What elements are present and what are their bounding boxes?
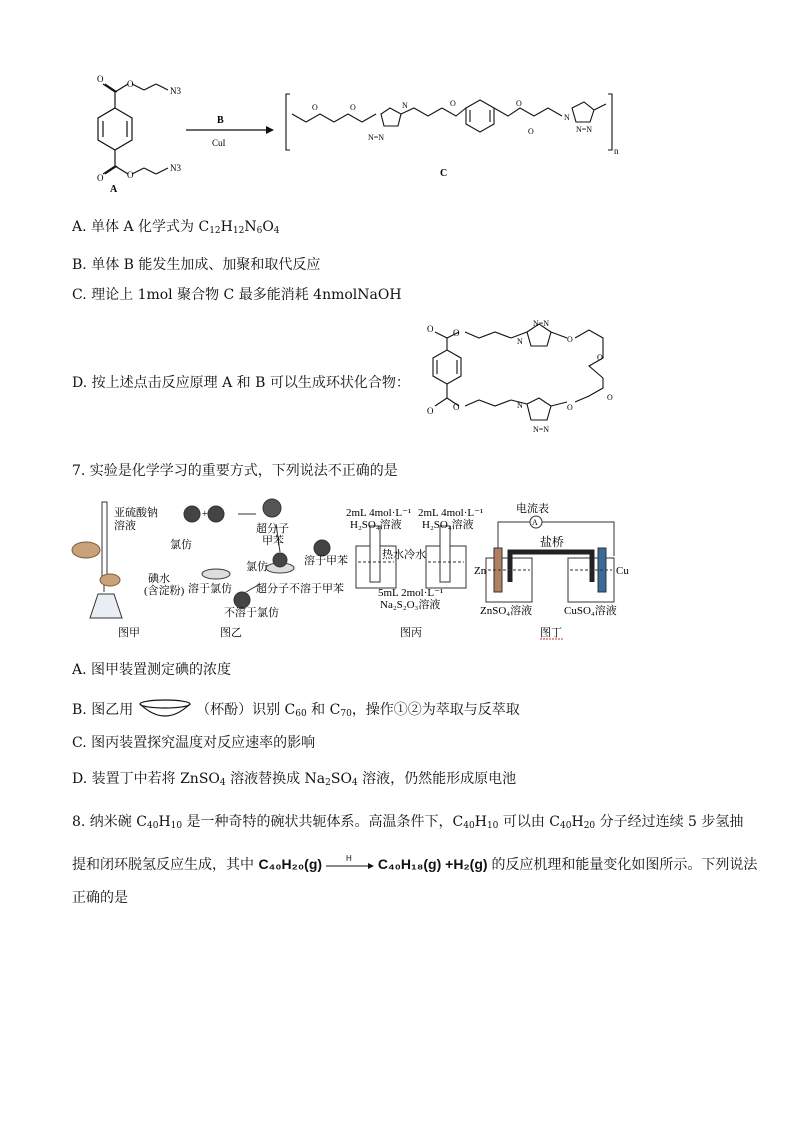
q6-option-a: A. 单体 A 化学式为 $C_{12}H_{12}N_6O_4$ [72, 219, 280, 236]
q8-line1: 8. 纳米碗 $C_{40}H_{10}$ 是一种奇特的碗状共轭体系。高温条件下，$C_{40}H_{10}$ 可以由 $C_{40}H_{20}$ 分子经过连续 5 步氢抽 [72, 814, 744, 831]
reagent-b: B [217, 115, 224, 126]
fig2-sol-chloro: 溶于氯仿 [188, 583, 232, 595]
fig3-acid-right: 2mL 4mol·L⁻¹ [418, 507, 484, 519]
q7-figures [70, 496, 630, 646]
svg-text:O: O [127, 79, 134, 89]
calixarene-icon [138, 698, 192, 720]
polymer-c-structure [286, 94, 612, 150]
label-c: C [440, 168, 448, 179]
eq-arrow: H [326, 858, 374, 872]
svg-text:O: O [453, 402, 460, 412]
svg-text:O: O [567, 403, 573, 412]
q6-option-d: D. 按上述点击反应原理 A 和 B 可以生成环状化合物： [72, 375, 410, 391]
svg-text:N: N [517, 401, 523, 410]
fig3-thio2: Na₂S₂O₃溶液 [380, 599, 441, 611]
svg-text:O: O [127, 170, 134, 180]
svg-text:O: O [453, 328, 460, 338]
q7-option-b: B. 图乙用 （杯酚）识别 $C_{60}$ 和 $C_{70}$，操作①②为萃取与反萃取 [72, 698, 520, 723]
svg-text:N: N [402, 101, 408, 110]
svg-text:O: O [427, 324, 434, 334]
fig2-chloro2: 氯仿 [246, 561, 268, 573]
label-a: A [110, 184, 118, 195]
svg-text:O: O [607, 393, 613, 402]
caption-bing: 图丙 [400, 627, 422, 639]
fig4-cu: Cu [616, 565, 629, 577]
svg-text:O: O [97, 173, 104, 183]
q6-option-b: B. 单体 B 能发生加成、加聚和取代反应 [72, 257, 321, 273]
q7-option-a: A. 图甲装置测定碘的浓度 [72, 662, 232, 678]
fig1-flask-label: 碘水 [148, 573, 170, 585]
fig4-meter: 电流表 [516, 503, 549, 515]
fig3-cold: 冷水 [404, 549, 426, 561]
monomer-a-structure [98, 84, 168, 174]
fig2-toluene: 甲苯 [262, 535, 284, 547]
svg-text:N=N: N=N [368, 133, 385, 142]
fig-ding [486, 516, 614, 602]
svg-text:N=N: N=N [576, 125, 593, 134]
fig4-ammeter: A [532, 518, 538, 527]
fig3-hot: 热水 [382, 549, 404, 561]
fig2-supra: 超分子 [256, 523, 289, 535]
fig3-h2so4-left: H₂SO₄溶液 [350, 519, 402, 531]
formula-a: $C_{12}H_{12}N_6O_4$ [198, 219, 280, 236]
fig4-zn: Zn [474, 565, 487, 577]
azide-label-top: N3 [170, 86, 181, 96]
fig2-insol-toluene: 超分子不溶于甲苯 [256, 583, 344, 595]
fig3-acid-left: 2mL 4mol·L⁻¹ [346, 507, 412, 519]
svg-text:N=N: N=N [533, 319, 550, 328]
repeat-n: n [614, 146, 619, 156]
fig2-sol-toluene: 溶于甲苯 [304, 555, 348, 567]
reaction-scheme [70, 68, 630, 198]
q7-option-c: C. 图丙装置探究温度对反应速率的影响 [72, 735, 316, 751]
svg-text:O: O [597, 353, 603, 362]
q7-stem: 7. 实验是化学学习的重要方式，下列说法不正确的是 [72, 463, 398, 479]
svg-text:O: O [97, 74, 104, 84]
caption-jia: 图甲 [118, 627, 140, 639]
svg-text:O: O [350, 103, 356, 112]
svg-text:O: O [450, 99, 456, 108]
fig2-chloroform: 氯仿 [170, 539, 192, 551]
svg-text:O: O [427, 406, 434, 416]
reagent-cui: CuI [212, 138, 226, 148]
fig3-thio: 5mL 2mol·L⁻¹ [378, 587, 444, 599]
svg-text:N=N: N=N [533, 425, 550, 434]
fig4-cuso4: CuSO₄溶液 [564, 605, 617, 617]
fig4-bridge: 盐桥 [540, 535, 565, 549]
svg-text:O: O [516, 99, 522, 108]
fig4-znso4: ZnSO₄溶液 [480, 605, 533, 617]
fig1-bottle-label: 亚硫酸钠 [114, 507, 158, 519]
q8-line2: 提和闭环脱氢反应生成，其中 C₄₀H₂₀(g) H C₄₀H₁₈(g) +H₂(g) 的反应机理和能量变化如图所示。下列说法 [72, 854, 758, 873]
fig2-insol-chloro: 不溶于氯仿 [224, 607, 279, 619]
svg-text:N: N [564, 113, 570, 122]
cyclic-compound-structure [405, 318, 635, 448]
svg-text:N: N [517, 337, 523, 346]
q8-equation: C₄₀H₂₀(g) H C₄₀H₁₈(g) +H₂(g) [258, 854, 488, 872]
fig1-bottle-label2: 溶液 [114, 520, 136, 532]
q7-option-d: D. 装置丁中若将 ZnSO$_4$ 溶液替换成 $Na_2SO_4$ 溶液，仍然能形成原电池 [72, 771, 517, 788]
q6-option-c: C. 理论上 1mol 聚合物 C 最多能消耗 4nmolNaOH [72, 287, 402, 303]
svg-text:O: O [312, 103, 318, 112]
svg-text:O: O [528, 127, 534, 136]
caption-ding: 图丁 [540, 627, 562, 639]
svg-text:O: O [567, 335, 573, 344]
azide-label-bottom: N3 [170, 163, 181, 173]
fig1-flask-label2: (含淀粉) [144, 585, 185, 597]
fig3-h2so4-right: H₂SO₄溶液 [422, 519, 474, 531]
q8-line3: 正确的是 [72, 890, 128, 906]
svg-text:+: + [202, 509, 208, 520]
caption-yi: 图乙 [220, 627, 242, 639]
